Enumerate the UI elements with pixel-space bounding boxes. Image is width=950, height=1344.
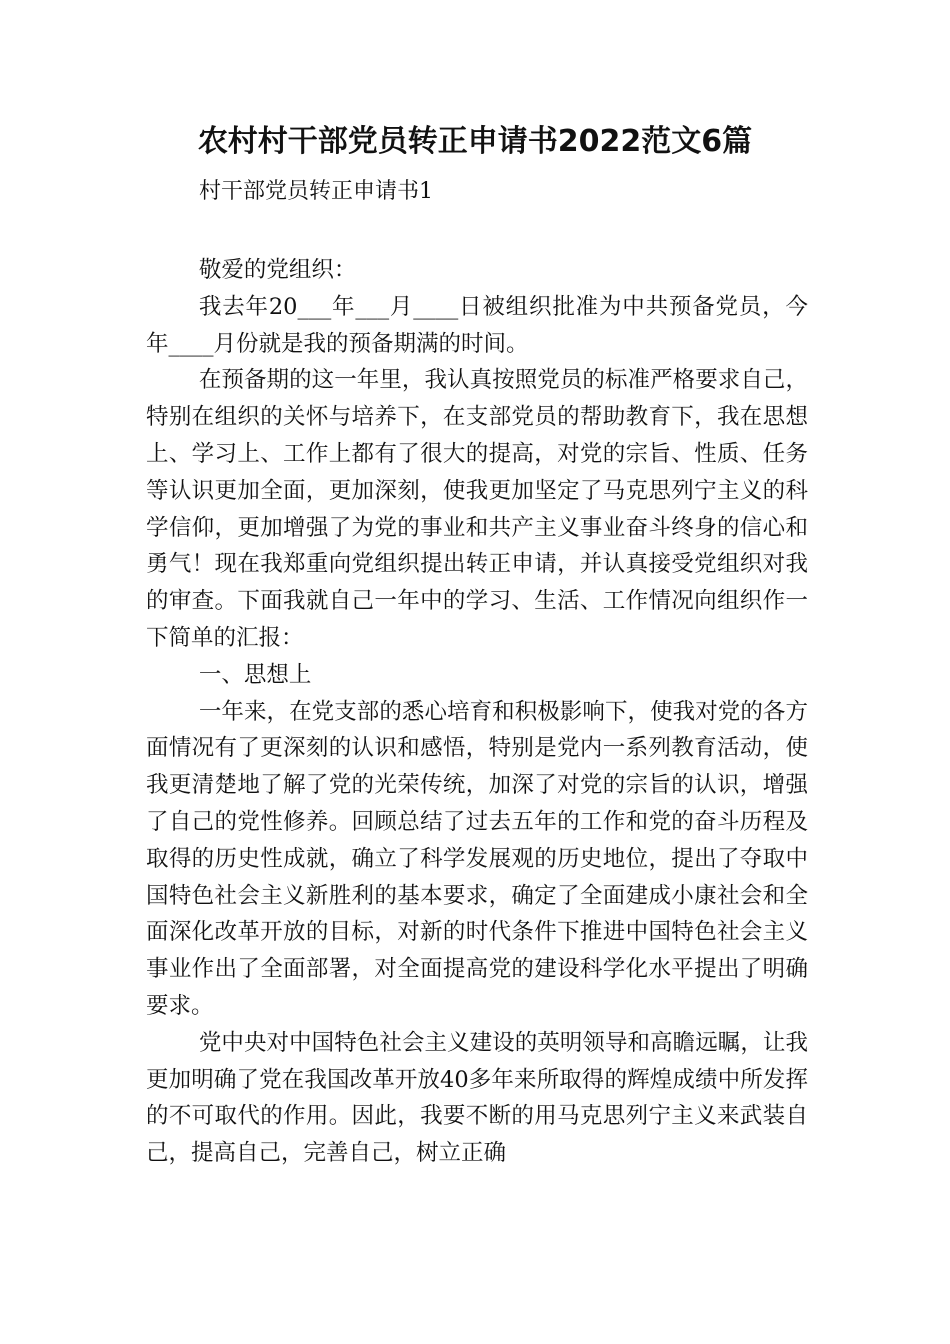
paragraph: 在预备期的这一年里，我认真按照党员的标准严格要求自己，特别在组织的关怀与培养下，在支部党员的帮助教育下，我在思想上、学习上、工作上都有了很大的提高，对党的宗旨、性质、任务等认识更加全面，更加深刻，使我更加坚定了马克思列宁主义的科学信仰，更加增强了为党的事业和共产主义事业奋斗终身的信心和勇气！现在我郑重向党组织提出转正申请，并认真接受党组织对我的审查。下面我就自己一年中的学习、生活、工作情况向组织作一下简单的汇报： xyxy=(146,367,808,651)
paragraph: 党中央对中国特色社会主义建设的英明领导和高瞻远瞩，让我更加明确了党在我国改革开放40多年来所取得的辉煌成绩中所发挥的不可取代的作用。因此，我要不断的用马克思列宁主义来武装自己，提高自己，完善自己，树立正确 xyxy=(146,1029,808,1167)
paragraph: 我去年20___年___月____日被组织批准为中共预备党员，今年____月份就是我的预备期满的时间。 xyxy=(146,293,808,357)
section-heading: 一、思想上 xyxy=(198,661,312,688)
document-subtitle: 村干部党员转正申请书1 xyxy=(199,179,433,204)
paragraph: 一年来，在党支部的悉心培育和积极影响下，使我对党的各方面情况有了更深刻的认识和感悟，特别是党内一系列教育活动，使我更清楚地了解了党的光荣传统，加深了对党的宗旨的认识，增强了自己的党性修养。回顾总结了过去五年的工作和党的奋斗历程及取得的历史性成就，确立了科学发展观的历史地位，提出了夺取中国特色社会主义新胜利的基本要求，确定了全面建成小康社会和全面深化改革开放的目标，对新的时代条件下推进中国特色社会主义事业作出了全面部署，对全面提高党的建设科学化水平提出了明确要求。 xyxy=(146,698,808,1019)
document-body xyxy=(146,252,808,1172)
salutation: 敬爱的党组织： xyxy=(198,257,357,283)
document-title: 农村村干部党员转正申请书2022范文6篇 xyxy=(197,124,753,159)
